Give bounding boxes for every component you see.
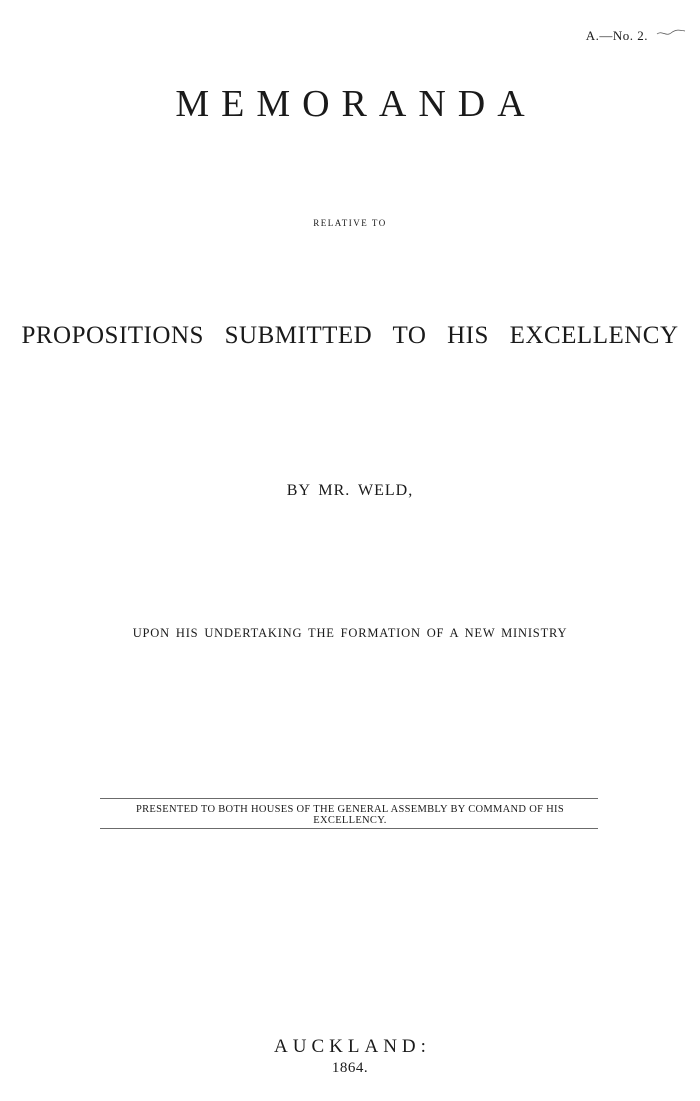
imprint-place: AUCKLAND: [274, 1036, 431, 1057]
relative-to-label: RELATIVE TO [313, 218, 387, 228]
presentation-note-line-1: PRESENTED TO BOTH HOUSES OF THE GENERAL ASSEMBLY BY COMMAND OF HIS [135, 804, 564, 815]
purpose-line: UPON HIS UNDERTAKING THE FORMATION OF A NEW MINISTRY [132, 626, 568, 640]
divider-top [100, 798, 598, 799]
subject-heading: PROPOSITIONS SUBMITTED TO HIS EXCELLENCY [21, 322, 679, 349]
divider-bottom [100, 828, 598, 829]
flourish-mark-icon [656, 28, 686, 38]
document-title: MEMORANDA [175, 83, 537, 125]
presentation-note-line-2: EXCELLENCY. [313, 815, 387, 826]
imprint-year: 1864. [331, 1060, 369, 1076]
author-byline: BY MR. WELD, [286, 482, 414, 499]
presentation-note [0, 804, 700, 826]
document-reference: A.—No. 2. [585, 28, 648, 43]
